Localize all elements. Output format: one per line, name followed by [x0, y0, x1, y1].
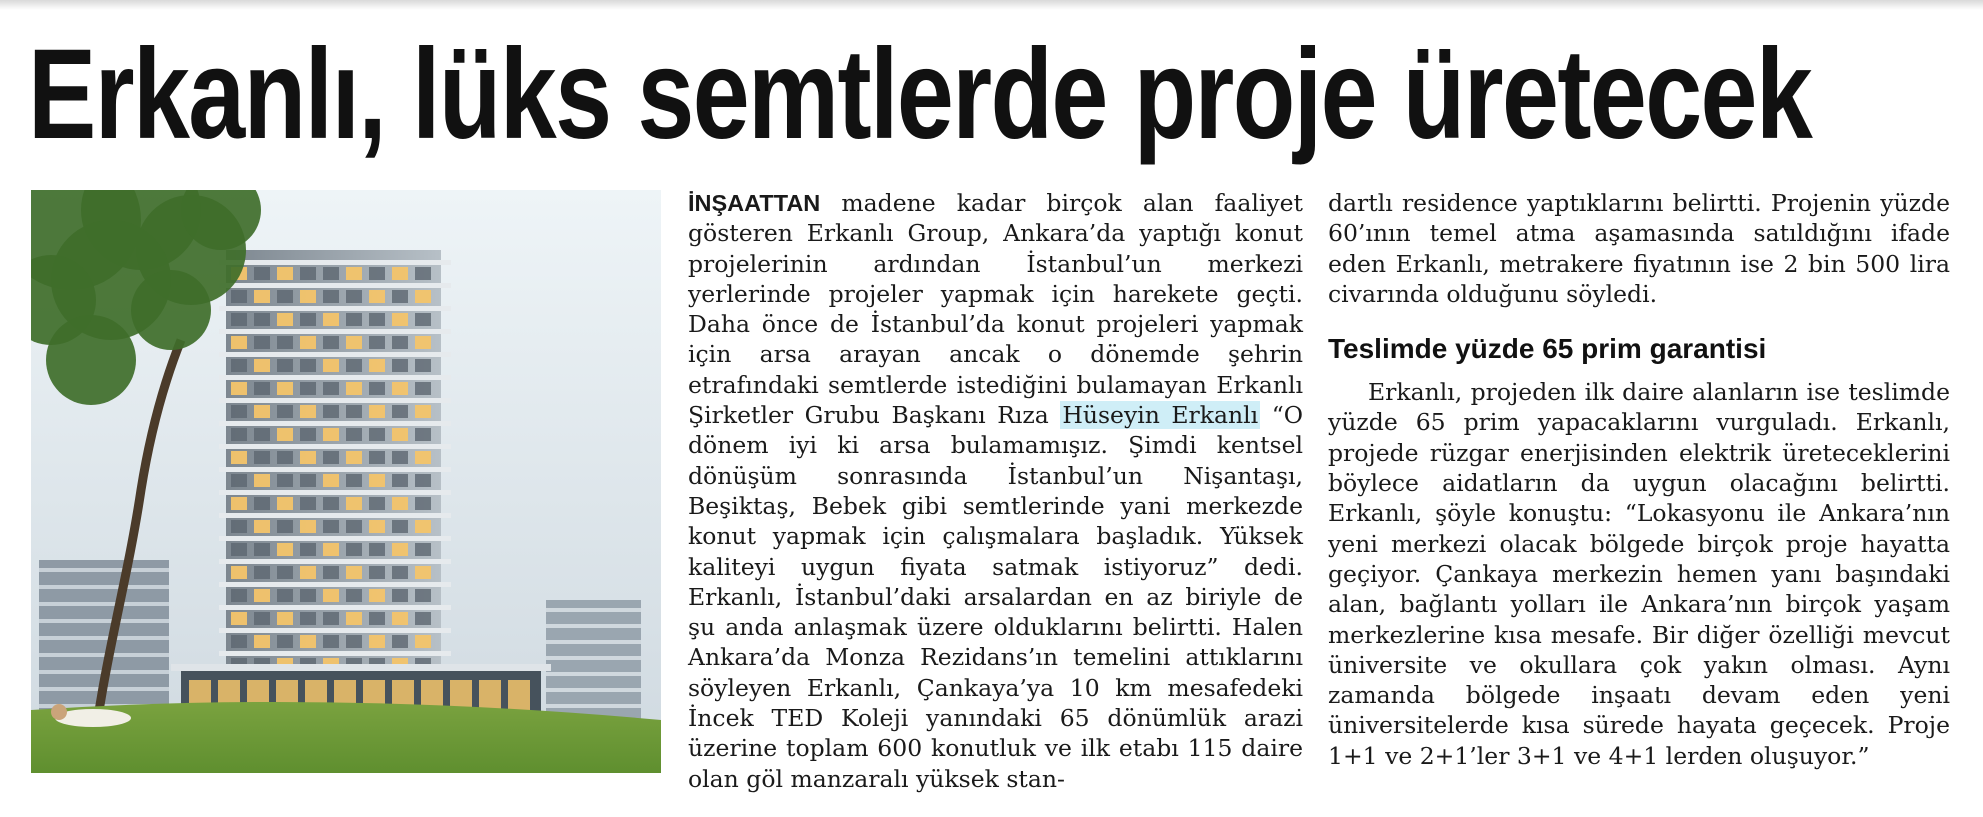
window [231, 451, 247, 464]
window [254, 612, 270, 625]
window [415, 474, 431, 487]
window [415, 635, 431, 648]
window [415, 566, 431, 579]
window [392, 313, 408, 326]
window [392, 290, 408, 303]
window [254, 451, 270, 464]
window [392, 566, 408, 579]
window [231, 635, 247, 648]
window [254, 635, 270, 648]
window [254, 428, 270, 441]
window [323, 313, 339, 326]
window [277, 589, 293, 602]
window [300, 451, 316, 464]
window [300, 612, 316, 625]
window [254, 359, 270, 372]
window [231, 290, 247, 303]
window [254, 382, 270, 395]
window [369, 520, 385, 533]
balcony-slab [219, 306, 451, 311]
floor-line [546, 608, 641, 612]
balcony-slab [219, 467, 451, 472]
balcony-slab [219, 444, 451, 449]
window [231, 382, 247, 395]
window [231, 520, 247, 533]
window [415, 405, 431, 418]
window [254, 405, 270, 418]
window [415, 359, 431, 372]
window [415, 543, 431, 556]
window [300, 359, 316, 372]
window [300, 405, 316, 418]
window [346, 474, 362, 487]
subheading: Teslimde yüzde 65 prim garantisi [1328, 333, 1767, 365]
window [369, 382, 385, 395]
window [392, 589, 408, 602]
window [369, 474, 385, 487]
building-photo [31, 190, 661, 773]
window [392, 543, 408, 556]
window [277, 497, 293, 510]
window [392, 336, 408, 349]
window [369, 589, 385, 602]
balcony-slab [219, 283, 451, 288]
window [300, 474, 316, 487]
window [300, 428, 316, 441]
window [392, 635, 408, 648]
floor-line [39, 585, 169, 589]
window [231, 566, 247, 579]
window [346, 267, 362, 280]
balcony-slab [219, 605, 451, 610]
floor-line [39, 653, 169, 657]
window [369, 267, 385, 280]
window [392, 520, 408, 533]
paragraph-3: Erkanlı, projeden ilk daire alanların ise teslimde yüzde 65 prim yapacaklarını vurguladı. Erkanlı, projede rüzgar enerjisinden elektrik üreteceklerini böylece aidatların da uygun olacağını belirtti. Erkanlı, şöyle konuştu: “Lokasyonu ile Ankara’nın yeni merkezi olacak bölgede birçok proje hayatta geçiyor. Çankaya merkezin hemen yanı başındaki alan, bağlantı yolları ile Ankara’nın birçok yaşam merkezlerine kısa mesafe. Bir diğer özelliği mevcut üniversite ve okullara çok yakın olması. Aynı zamanda bölgede inşaatı devam eden yeni üniversitelerde kısa sürede hayata geçecek. Proje 1+1 ve 2+1’ler 3+1 ve 4+1 lerden oluşuyor.” [1328, 378, 1950, 770]
window [254, 313, 270, 326]
window [346, 589, 362, 602]
window [392, 405, 408, 418]
window [415, 382, 431, 395]
window [254, 520, 270, 533]
window [323, 635, 339, 648]
window [346, 497, 362, 510]
balcony-slab [219, 582, 451, 587]
window [346, 612, 362, 625]
window [277, 313, 293, 326]
balcony-slab [219, 513, 451, 518]
floor-line [546, 640, 641, 644]
window [415, 520, 431, 533]
window [346, 635, 362, 648]
window [369, 359, 385, 372]
window [415, 267, 431, 280]
window [277, 520, 293, 533]
floor-line [546, 672, 641, 676]
window [231, 405, 247, 418]
window [277, 428, 293, 441]
window [300, 267, 316, 280]
window [323, 566, 339, 579]
window [323, 267, 339, 280]
paragraph-text-b: “O dönem iyi ki arsa bulamamışız. Şimdi kentsel dönüşüm sonrasında İstanbul’un Nişantaşı, Beşiktaş, Bebek gibi semtlerinde yani merkezde konut yapmak için çalışmalara başladık. Yüksek kaliteyi uygun fiyata satmak istiyoruz” dedi. Erkanlı, İstanbul’daki arsalardan en az biriyle de şu anda anlaşmak üzere olduklarını belirtti. Halen Ankara’da Monza Rezidans’ın temelini attıklarını söyleyen Erkanlı, Çankaya’ya 10 km mesafedeki İncek TED Koleji yanındaki 65 dönümlük arazi üzerine toplam 600 konutluk ve ilk etabı 115 daire olan göl manzaralı yüksek stan- [688, 401, 1304, 793]
window [323, 543, 339, 556]
window [346, 359, 362, 372]
balcony-slab [219, 490, 451, 495]
window [300, 290, 316, 303]
window [369, 290, 385, 303]
window [346, 520, 362, 533]
window [300, 566, 316, 579]
window [254, 474, 270, 487]
window [300, 336, 316, 349]
window [231, 543, 247, 556]
window [254, 543, 270, 556]
window [277, 474, 293, 487]
window [277, 405, 293, 418]
window [231, 428, 247, 441]
window [231, 359, 247, 372]
window [369, 635, 385, 648]
article-column-1 [688, 188, 1303, 794]
window [231, 313, 247, 326]
window [277, 566, 293, 579]
window [323, 405, 339, 418]
window [254, 336, 270, 349]
window [415, 497, 431, 510]
window [323, 428, 339, 441]
window [346, 382, 362, 395]
window [300, 635, 316, 648]
balcony-slab [219, 421, 451, 426]
window [254, 267, 270, 280]
floor-line [39, 602, 169, 606]
window [369, 566, 385, 579]
window [415, 451, 431, 464]
person-head [51, 704, 67, 720]
lead-word: İNŞAATTAN [688, 190, 821, 216]
balcony-slab [219, 536, 451, 541]
window [254, 497, 270, 510]
grass-lawn [31, 702, 661, 773]
window [369, 451, 385, 464]
window [346, 336, 362, 349]
window [369, 543, 385, 556]
window [300, 382, 316, 395]
podium-roof [171, 664, 551, 671]
balcony-slab [219, 260, 451, 265]
window [254, 589, 270, 602]
window [346, 543, 362, 556]
window [369, 612, 385, 625]
tree-foliage [131, 270, 211, 350]
floor-line [39, 568, 169, 572]
window [277, 336, 293, 349]
window [369, 313, 385, 326]
window [300, 313, 316, 326]
window [346, 405, 362, 418]
window [277, 612, 293, 625]
window [346, 451, 362, 464]
window [369, 336, 385, 349]
tree-foliage [46, 315, 136, 405]
window [277, 543, 293, 556]
window [300, 520, 316, 533]
window [231, 336, 247, 349]
paragraph-1 [688, 188, 1303, 794]
window [300, 543, 316, 556]
window [392, 382, 408, 395]
window [231, 497, 247, 510]
window [231, 589, 247, 602]
window [254, 566, 270, 579]
balcony-slab [219, 352, 451, 357]
paragraph-text-a: madene kadar birçok alan faaliyet gösteren Erkanlı Group, Ankara’da yaptığı konut projelerinin ardından İstanbul’un merkezi yerlerinde projeler yapmak için harekete geçti. Daha önce de İstanbul’da konut projeleri yapmak için arsa arayan ancak o dönemde şehrin etrafındaki semtlerde istediğini bulamayan Erkanlı Şirketler Grubu Başkanı Rıza [688, 189, 1303, 430]
window [415, 290, 431, 303]
balcony-slab [219, 628, 451, 633]
window [231, 474, 247, 487]
window [392, 474, 408, 487]
floor-line [546, 624, 641, 628]
balcony-slab [219, 398, 451, 403]
balcony-slab [219, 651, 451, 656]
floor-line [546, 656, 641, 660]
balcony-slab [219, 375, 451, 380]
window [415, 589, 431, 602]
floor-line [546, 688, 641, 692]
window [323, 612, 339, 625]
window [392, 359, 408, 372]
window [254, 290, 270, 303]
top-rule [0, 0, 1983, 10]
window [300, 497, 316, 510]
balcony-slab [219, 329, 451, 334]
window [277, 267, 293, 280]
window [277, 290, 293, 303]
window [346, 290, 362, 303]
window [369, 428, 385, 441]
window [323, 382, 339, 395]
window [323, 359, 339, 372]
window [277, 359, 293, 372]
article-column-2 [1328, 188, 1950, 771]
window [369, 497, 385, 510]
window [231, 612, 247, 625]
window [369, 405, 385, 418]
headline: Erkanlı, lüks semtlerde proje üretecek [28, 23, 1812, 166]
window [323, 290, 339, 303]
window [277, 382, 293, 395]
window [415, 336, 431, 349]
floor-line [546, 704, 641, 708]
window [346, 313, 362, 326]
window [346, 566, 362, 579]
window [392, 267, 408, 280]
window [323, 520, 339, 533]
floor-line [39, 636, 169, 640]
window [323, 474, 339, 487]
paragraph-2: dartlı residence yaptıklarını belirtti. Projenin yüzde 60’ının temel atma aşamasında satıldığını ifade eden Erkanlı, metrakere fiyatının ise 2 bin 500 lira civarında olduğunu söyledi. [1328, 189, 1950, 308]
window [415, 612, 431, 625]
window [277, 451, 293, 464]
window [323, 589, 339, 602]
window [323, 497, 339, 510]
window [392, 612, 408, 625]
window [415, 313, 431, 326]
floor-line [39, 619, 169, 623]
building-rendering-image [31, 190, 661, 773]
window [300, 589, 316, 602]
window [415, 428, 431, 441]
highlighted-name: Hüseyin Erkanlı [1062, 401, 1259, 430]
window [392, 497, 408, 510]
window [323, 336, 339, 349]
window [323, 451, 339, 464]
window [392, 428, 408, 441]
window [277, 635, 293, 648]
window [392, 451, 408, 464]
balcony-slab [219, 559, 451, 564]
window [346, 428, 362, 441]
